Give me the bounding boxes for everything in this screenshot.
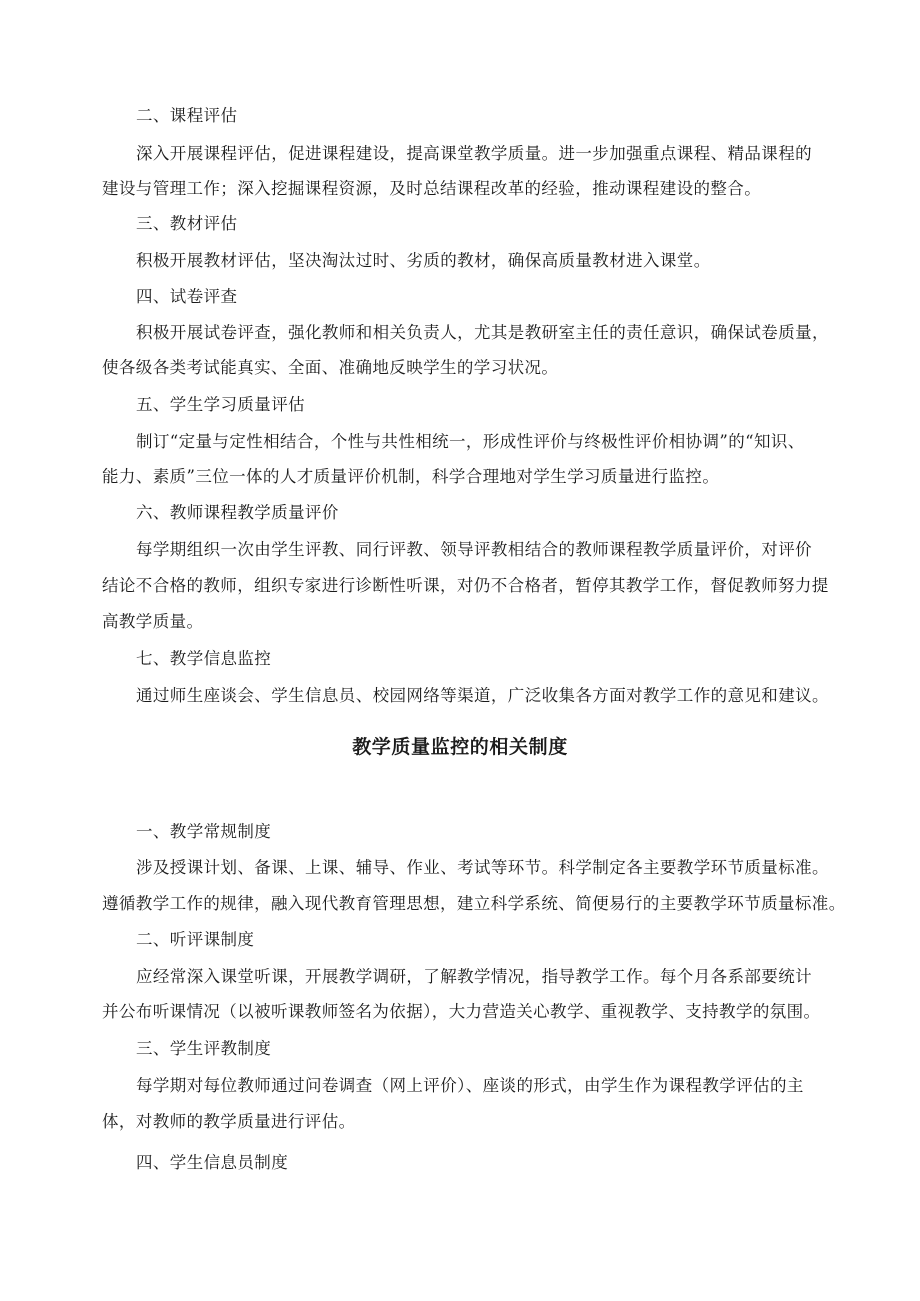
paragraph-line: 使各级各类考试能真实、全面、准确地反映学生的学习状况。 [102,358,559,377]
paragraph-line: 每学期对每位教师通过问卷调查（网上评价）、座谈的形式，由学生作为课程教学评估的主 [136,1076,804,1095]
paragraph-line: 结论不合格的教师，组织专家进行诊断性听课，对仍不合格者，暂停其教学工作，督促教师努力提 [102,576,829,595]
paragraph-line: 制订“定量与定性相结合，个性与共性相统一，形成性评价与终极性评价相协调”的“知识、 [136,432,805,451]
paragraph-line: 每学期组织一次由学生评教、同行评教、领导评教相结合的教师课程教学质量评价，对评价 [136,540,812,559]
heading-textbook-evaluation: 三、教材评估 [136,214,238,233]
heading-lecture-observation: 二、听评课制度 [136,930,255,949]
paragraph-line: 高教学质量。 [102,612,204,631]
document-title: 教学质量监控的相关制度 [352,736,568,758]
paragraph-line: 遵循教学工作的规律，融入现代教育管理思想，建立科学系统、简便易行的主要教学环节质量标准。 [102,894,846,913]
paragraph-line: 通过师生座谈会、学生信息员、校园网络等渠道，广泛收集各方面对教学工作的意见和建议。 [136,686,829,705]
heading-course-evaluation: 二、课程评估 [136,106,238,125]
heading-teacher-course-quality: 六、教师课程教学质量评价 [136,503,339,522]
paragraph-line: 建设与管理工作；深入挖掘课程资源，及时总结课程改革的经验，推动课程建设的整合。 [102,179,762,198]
heading-student-informant: 四、学生信息员制度 [136,1153,289,1172]
paragraph-line: 应经常深入课堂听课，开展教学调研，了解教学情况，指导教学工作。每个月各系部要统计 [136,967,812,986]
heading-exam-review: 四、试卷评查 [136,287,238,306]
paragraph-line: 并公布听课情况（以被听课教师签名为依据），大力营造关心教学、重视教学、支持教学的氛围。 [102,1002,821,1021]
paragraph-line: 积极开展试卷评查，强化教师和相关负责人，尤其是教研室主任的责任意识，确保试卷质量， [136,323,829,342]
heading-teaching-routine: 一、教学常规制度 [136,822,272,841]
heading-student-learning-quality: 五、学生学习质量评估 [136,395,305,414]
paragraph-line: 涉及授课计划、备课、上课、辅导、作业、考试等环节。科学制定各主要教学环节质量标准。 [136,858,829,877]
heading-student-evaluation: 三、学生评教制度 [136,1039,272,1058]
heading-teaching-info-monitoring: 七、教学信息监控 [136,649,272,668]
paragraph-line: 体，对教师的教学质量进行评估。 [102,1112,356,1131]
paragraph-line: 深入开展课程评估，促进课程建设，提高课堂教学质量。进一步加强重点课程、精品课程的 [136,144,812,163]
paragraph-line: 能力、素质”三位一体的人才质量评价机制，科学合理地对学生学习质量进行监控。 [102,467,720,486]
paragraph-line: 积极开展教材评估，坚决淘汰过时、劣质的教材，确保高质量教材进入课堂。 [136,251,711,270]
